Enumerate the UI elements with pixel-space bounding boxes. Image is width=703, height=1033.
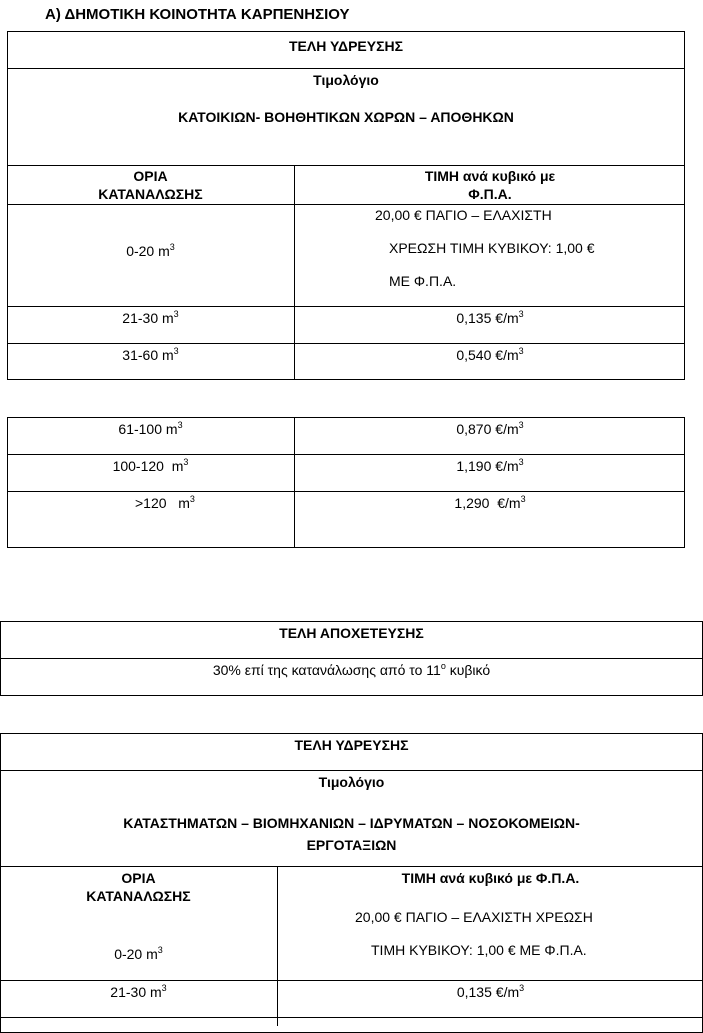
price-cell-line: ΤΙΜΗ ΚΥΒΙΚΟΥ: 1,00 € ΜΕ Φ.Π.Α.	[371, 942, 587, 958]
water-commercial-category: ΚΑΤΑΣΤΗΜΑΤΩΝ – ΒΙΟΜΗΧΑΝΙΩΝ – ΙΔΡΥΜΑΤΩΝ – ΝΟΣΟΚΟΜΕΙΩΝ- ΕΡΓΟΤΑΞΙΩΝ	[123, 815, 580, 853]
range-cell: 21-30 $m^3$	[122, 309, 179, 326]
price-cell: 1,290 $€/m^3$	[454, 494, 526, 511]
col-limits-header: ΟΡΙΑ ΚΑΤΑΝΑΛΩΣΗΣ	[98, 168, 203, 202]
range-cell: 0-20 $m^3$	[114, 945, 163, 962]
water-commercial-tariff-label: Τιμολόγιο	[318, 774, 385, 790]
price-cell: 0,135 $€/m^3$	[456, 309, 524, 326]
col-price-header: ΤΙΜΗ ανά κυβικό με Φ.Π.Α.	[424, 168, 556, 202]
price-cell-line: ΜΕ Φ.Π.Α.	[389, 273, 457, 289]
sewer-rate-text: 30% επί της κατανάλωσης από το $11^o$ κυβικό	[212, 661, 491, 678]
water-residential-title: ΤΕΛΗ ΥΔΡΕΥΣΗΣ	[288, 38, 404, 54]
water-commercial-title: ΤΕΛΗ ΥΔΡΕΥΣΗΣ	[294, 737, 409, 753]
price-cell: 0,540 $€/m^3$	[456, 346, 524, 363]
range-cell: 100-120 $m^3$	[112, 457, 189, 474]
price-cell-line: 20,00 € ΠΑΓΙΟ – ΕΛΑΧΙΣΤΗ	[375, 207, 552, 223]
price-cell-line: ΧΡΕΩΣΗ ΤΙΜΗ ΚΥΒΙΚΟΥ: 1,00 €	[389, 240, 595, 256]
range-cell: 31-60 $m^3$	[122, 346, 179, 363]
price-cell: 0,870 $€/m^3$	[456, 420, 524, 437]
range-cell: 21-30 $m^3$	[110, 983, 167, 1000]
col-price-header: ΤΙΜΗ ανά κυβικό με Φ.Π.Α.	[401, 870, 580, 886]
water-residential-tariff-label: Τιμολόγιο	[313, 72, 379, 88]
range-cell: 61-100 $m^3$	[118, 420, 183, 437]
range-cell: >120 $m^3$	[135, 494, 195, 511]
price-cell-line: 20,00 € ΠΑΓΙΟ – ΕΛΑΧΙΣΤΗ ΧΡΕΩΣΗ	[355, 909, 593, 925]
range-cell: 0-20 $m^3$	[126, 242, 175, 259]
price-cell: 0,135 $€/m^3$	[456, 983, 525, 1000]
sewer-title: ΤΕΛΗ ΑΠΟΧΕΤΕΥΣΗΣ	[279, 625, 424, 641]
price-cell: 1,190 $€/m^3$	[456, 457, 524, 474]
col-limits-header: ΟΡΙΑ ΚΑΤΑΝΑΛΩΣΗΣ	[86, 870, 191, 904]
water-residential-category: ΚΑΤΟΙΚΙΩΝ- ΒΟΗΘΗΤΙΚΩΝ ΧΩΡΩΝ – ΑΠΟΘΗΚΩΝ	[178, 109, 514, 125]
page-heading: Α) ΔΗΜΟΤΙΚΗ ΚΟΙΝΟΤΗΤΑ ΚΑΡΠΕΝΗΣΙΟΥ	[45, 6, 350, 23]
